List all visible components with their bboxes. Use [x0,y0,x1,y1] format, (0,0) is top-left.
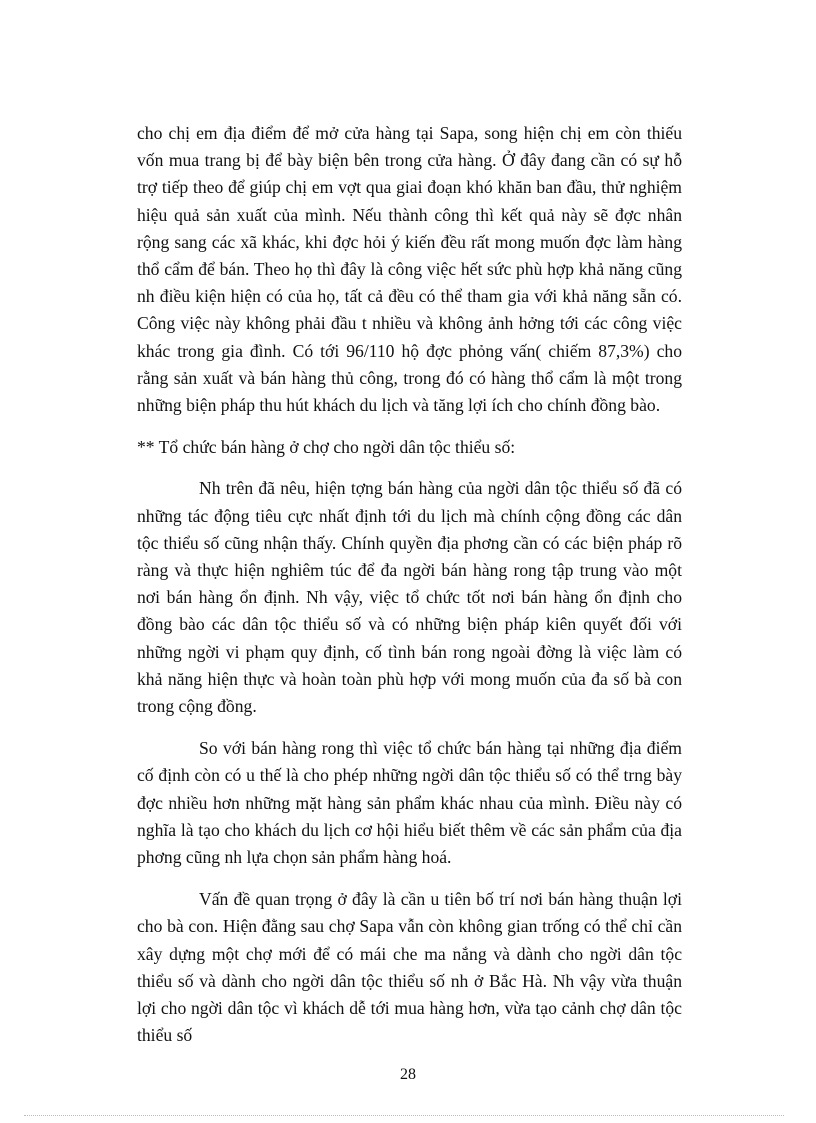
section-heading-text: ** Tổ chức bán hàng ở chợ cho ngời dân tộc thiểu số: [137,437,516,458]
paragraph-4: Vấn đề quan trọng ở đây là cần u tiên bố trí nơi bán hàng thuận lợi cho bà con. Hiện đằng sau chợ Sapa vẫn còn không gian trống có thể chỉ cần xây dựng một chợ mới để có mái che ma nắng và dành cho ngời dân tộc thiểu số và dành cho ngời dân tộc thiểu số nh ở Bắc Hà. Nh vậy vừa thuận lợi cho ngời dân tộc vì khách dễ tới mua hàng hơn, vừa tạo cảnh chợ dân tộc thiểu số [137,889,682,1046]
paragraph-2: Nh trên đã nêu, hiện tợng bán hàng của ngời dân tộc thiểu số đã có những tác động tiêu cực nhất định tới du lịch mà chính cộng đồng các dân tộc thiểu số cũng nhận thấy. Chính quyền địa phơng cần có các biện pháp rõ ràng và thực hiện nghiêm túc để đa ngời bán hàng rong tập trung vào một nơi bán hàng ổn định. Nh vậy, việc tổ chức tốt nơi bán hàng ổn định cho đồng bào các dân tộc thiểu số và có những biện pháp kiên quyết đối với những ngời vi phạm quy định, cố tình bán rong ngoài đờng là việc làm có khả năng hiện thực và hoàn toàn phù hợp với mong muốn của đa số bà con trong cộng đồng. [137,478,682,717]
page-number: 28 [400,1066,416,1083]
page-bottom-divider [24,1115,784,1116]
paragraph-1: cho chị em địa điểm để mở cửa hàng tại Sapa, song hiện chị em còn thiếu vốn mua trang bị để bày biện bên trong cửa hàng. Ở đây đang cần có sự hỗ trợ tiếp theo để giúp chị em vợt qua giai đoạn khó khăn ban đầu, thử nghiệm hiệu quả sản xuất của mình. Nếu thành công thì kết quả này sẽ đợc nhân rộng sang các xã khác, khi đợc hỏi ý kiến đều rất mong muốn đợc làm hàng thổ cẩm để bán. Theo họ thì đây là công việc hết sức phù hợp khả năng cũng nh điều kiện hiện có của họ, tất cả đều có thể tham gia với khả năng sẵn có. Công việc này không phải đầu t nhiều và không ảnh hởng tới các công việc khác trong gia đình. Có tới 96/110 hộ đợc phỏng vấn( chiếm 87,3%) cho rằng sản xuất và bán hàng thủ công, trong đó có hàng thổ cẩm là một trong những biện pháp thu hút khách du lịch và tăng lợi ích cho chính đồng bào. [137,123,682,416]
document-body [137,120,682,1065]
section-heading [137,434,682,461]
paragraph-3: So với bán hàng rong thì việc tổ chức bán hàng tại những địa điểm cố định còn có u thế là cho phép những ngời dân tộc thiểu số có thể trng bày đợc nhiều hơn những mặt hàng sản phẩm khác nhau của mình. Điều này có nghĩa là tạo cho khách du lịch cơ hội hiểu biết thêm về các sản phẩm của địa phơng cũng nh lựa chọn sản phẩm hàng hoá. [137,738,682,868]
